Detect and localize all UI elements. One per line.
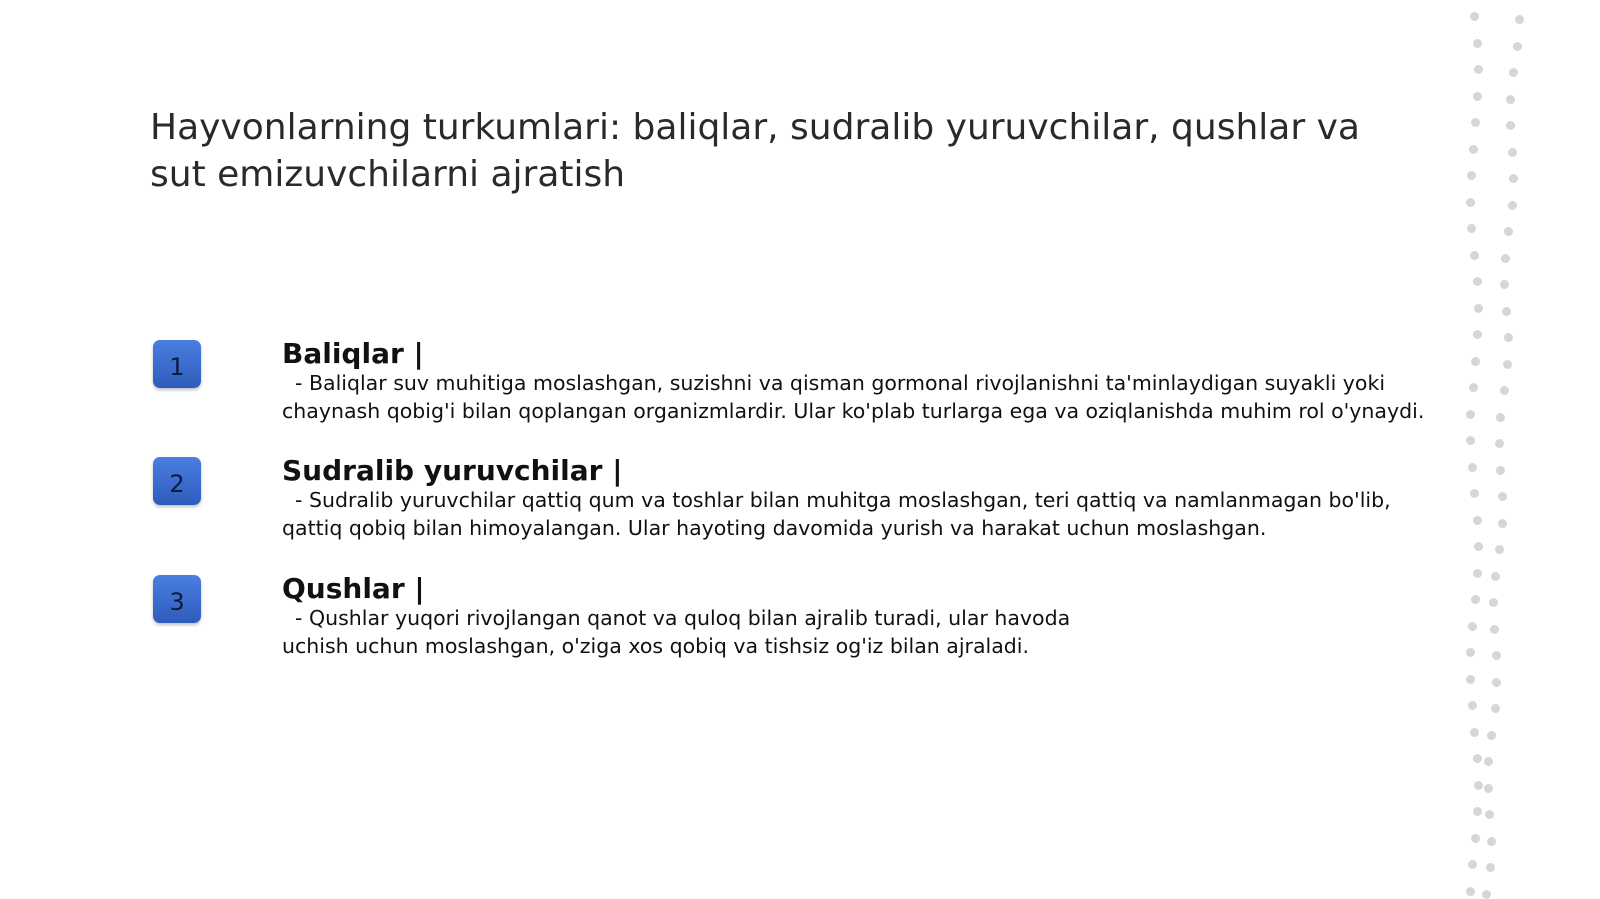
item-heading: Baliqlar |: [282, 337, 424, 370]
decorative-dot: [1504, 227, 1513, 236]
decorative-dot: [1500, 386, 1509, 395]
decorative-dot: [1506, 95, 1515, 104]
decorative-dot: [1466, 887, 1475, 896]
decorative-dot: [1495, 545, 1504, 554]
decorative-dot: [1508, 201, 1517, 210]
decorative-dot: [1504, 333, 1513, 342]
decorative-dot: [1484, 784, 1493, 793]
decorative-dot: [1471, 118, 1480, 127]
decorative-dot: [1508, 148, 1517, 157]
decorative-dot: [1495, 439, 1504, 448]
decorative-dot: [1501, 254, 1510, 263]
slide-title: Hayvonlarning turkumlari: baliqlar, sudralib yuruvchilar, qushlar va sut emizuvchilarni ajratish: [150, 107, 1360, 195]
decorative-dot: [1502, 307, 1511, 316]
decorative-dot: [1474, 542, 1483, 551]
decorative-dot: [1473, 754, 1482, 763]
decorative-dot: [1515, 15, 1524, 24]
decorative-dot: [1482, 890, 1491, 899]
decorative-dot: [1469, 145, 1478, 154]
decorative-dot: [1474, 65, 1483, 74]
decorative-dot: [1468, 463, 1477, 472]
decorative-dot: [1490, 625, 1499, 634]
decorative-dot: [1467, 171, 1476, 180]
decorative-dot: [1487, 837, 1496, 846]
decorative-dot: [1492, 678, 1501, 687]
decorative-dot: [1474, 304, 1483, 313]
decorative-dot: [1491, 704, 1500, 713]
decorative-dot: [1473, 39, 1482, 48]
decorative-dot: [1473, 277, 1482, 286]
decorative-dot: [1486, 863, 1495, 872]
decorative-dot: [1470, 12, 1479, 21]
decorative-dot: [1469, 383, 1478, 392]
decorative-dot: [1471, 357, 1480, 366]
decorative-dot: [1509, 174, 1518, 183]
decorative-dot: [1468, 860, 1477, 869]
decorative-dot: [1468, 701, 1477, 710]
item-description: - Sudralib yuruvchilar qattiq qum va toshlar bilan muhitga moslashgan, teri qattiq va namlanmagan bo'lib, qattiq qobiq bilan himoyalangan. Ular hayoting davomida yurish va harakat uchun moslashgan.: [282, 488, 1398, 540]
decorative-dot: [1498, 492, 1507, 501]
number-badge: 2: [153, 457, 201, 505]
number-badge: 1: [153, 340, 201, 388]
decorative-dot: [1470, 728, 1479, 737]
item-description: - Qushlar yuqori rivojlangan qanot va quloq bilan ajralib turadi, ular havoda uchish uchun moslashgan, o'ziga xos qobiq va tishsiz og'iz bilan ajraladi.: [282, 606, 1077, 658]
decorative-dot: [1484, 757, 1493, 766]
decorative-dot: [1466, 436, 1475, 445]
decorative-dot: [1470, 489, 1479, 498]
decorative-dot: [1513, 42, 1522, 51]
decorative-dot: [1473, 92, 1482, 101]
decorative-dot: [1467, 224, 1476, 233]
decorative-dot: [1466, 410, 1475, 419]
number-badge: 3: [153, 575, 201, 623]
decorative-dot: [1509, 68, 1518, 77]
decorative-dot: [1468, 622, 1477, 631]
item-heading: Qushlar |: [282, 572, 425, 605]
decorative-dot: [1473, 569, 1482, 578]
decorative-dot: [1471, 595, 1480, 604]
decorative-dot: [1506, 121, 1515, 130]
decorative-dot: [1492, 651, 1501, 660]
decorative-dot: [1466, 648, 1475, 657]
item-heading: Sudralib yuruvchilar |: [282, 454, 623, 487]
decorative-dot: [1489, 598, 1498, 607]
decorative-dot: [1466, 675, 1475, 684]
decorative-dot: [1466, 198, 1475, 207]
decorative-dot: [1496, 466, 1505, 475]
item-description: - Baliqlar suv muhitiga moslashgan, suzishni va qisman gormonal rivojlanishni ta'minlaydigan suyakli yoki chaynash qobig'i bilan qoplangan organizmlardir. Ular ko'plab turlarga ega va oziqlanishda muhim rol o'ynaydi.: [282, 371, 1425, 423]
decorative-dot: [1473, 330, 1482, 339]
decorative-dot: [1473, 807, 1482, 816]
decorative-dot: [1498, 519, 1507, 528]
decorative-dot: [1474, 781, 1483, 790]
decorative-dot: [1496, 413, 1505, 422]
decorative-dot: [1473, 516, 1482, 525]
decorative-dot: [1487, 731, 1496, 740]
decorative-dot: [1471, 834, 1480, 843]
decorative-dot: [1470, 251, 1479, 260]
decorative-dot: [1491, 572, 1500, 581]
decorative-dot: [1503, 360, 1512, 369]
decorative-dot: [1485, 810, 1494, 819]
decorative-dot: [1500, 280, 1509, 289]
